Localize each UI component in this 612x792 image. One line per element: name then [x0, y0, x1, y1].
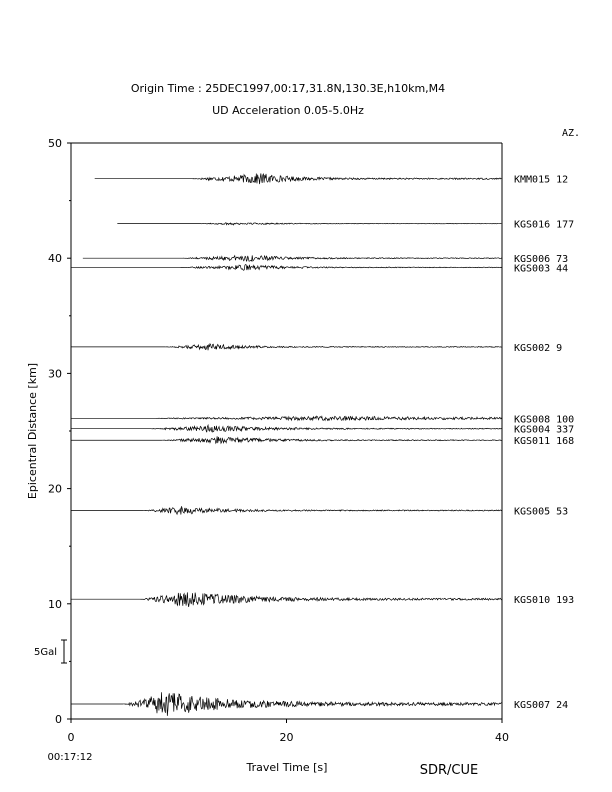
station-label-kgs010: KGS010 193	[514, 595, 575, 607]
y-tick-label-0: 0	[55, 713, 62, 726]
station-label-kgs016: KGS016 177	[514, 219, 575, 231]
chart-subtitle: UD Acceleration 0.05-5.0Hz	[212, 104, 364, 117]
station-label-kmm015: KMM015 12	[514, 174, 569, 186]
station-label-kgs005: KGS005 53	[514, 506, 569, 518]
x-tick-label-0: 0	[67, 731, 75, 744]
trace-kgs007	[71, 692, 502, 716]
waveform-traces	[71, 173, 574, 715]
x-axis-ticks	[68, 719, 510, 744]
azimuth-column-header: AZ.	[562, 128, 581, 139]
trace-kgs016	[117, 223, 501, 225]
station-label-kgs007: KGS007 24	[514, 700, 569, 712]
y-axis-ticks	[48, 137, 71, 726]
trace-kgs008	[71, 416, 502, 420]
trace-kgs003	[71, 265, 502, 271]
y-tick-label-40: 40	[48, 252, 62, 266]
start-time-label: 00:17:12	[47, 752, 93, 763]
station-label-kgs011: KGS011 168	[514, 436, 575, 448]
chart-title: Origin Time : 25DEC1997,00:17,31.8N,130.3E,h10km,M4	[130, 82, 446, 95]
trace-kgs010	[71, 592, 502, 606]
x-tick-label-20: 20	[279, 731, 294, 744]
y-tick-label-20: 20	[48, 482, 62, 496]
station-label-kgs006: KGS006 73	[514, 254, 569, 266]
station-label-kgs008: KGS008 100	[514, 414, 575, 426]
credit-label: SDR/CUE	[419, 763, 479, 778]
trace-kgs004	[71, 425, 502, 432]
scale-bar-label: 5Gal	[33, 647, 57, 658]
x-axis-label: Travel Time [s]	[246, 761, 328, 774]
trace-kgs002	[71, 344, 502, 350]
y-tick-label-10: 10	[48, 597, 62, 611]
trace-kgs006	[83, 255, 502, 261]
y-tick-label-50: 50	[48, 137, 62, 150]
y-axis-label: Epicentral Distance [km]	[26, 362, 39, 500]
trace-kgs005	[71, 506, 502, 514]
amplitude-scale-bar	[34, 640, 67, 663]
station-label-kgs004: KGS004 337	[514, 424, 575, 436]
trace-kmm015	[95, 173, 502, 184]
station-label-kgs002: KGS002 9	[514, 342, 563, 354]
station-label-kgs003: KGS003 44	[514, 263, 569, 275]
x-tick-label-40: 40	[495, 731, 509, 744]
trace-kgs011	[71, 436, 502, 443]
y-tick-label-30: 30	[48, 367, 62, 381]
